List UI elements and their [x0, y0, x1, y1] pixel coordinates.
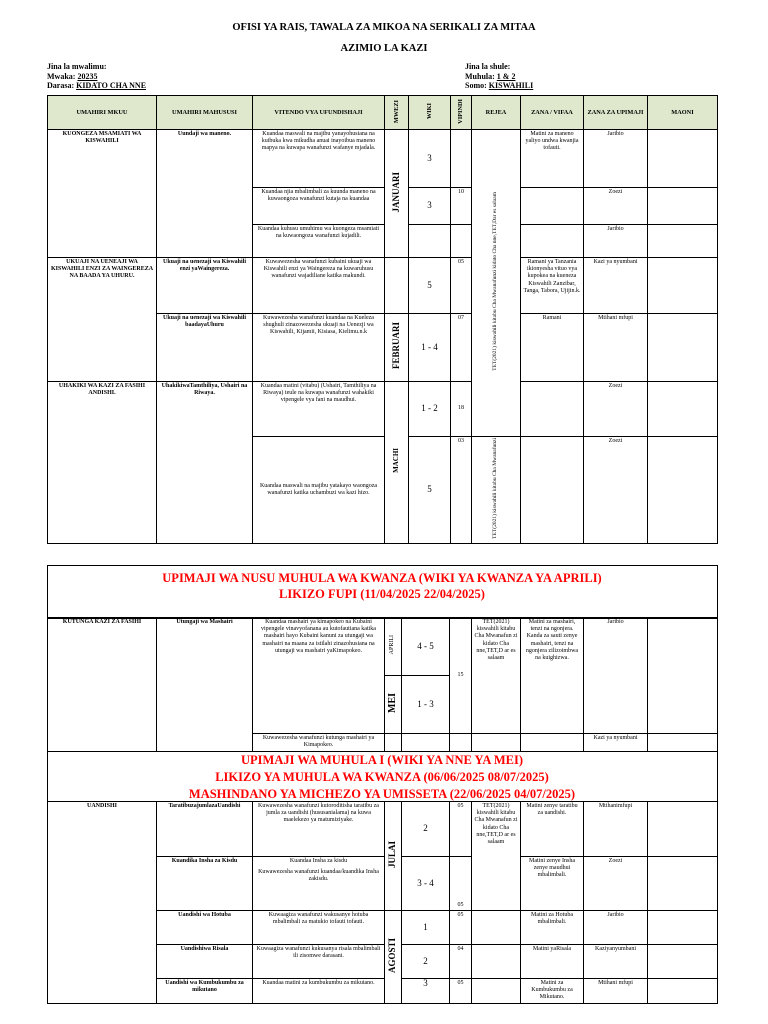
zana-cell [521, 188, 584, 225]
upimaji-cell: Kazi ya nyumbani [584, 258, 648, 314]
umahiri-mahususi-cell: TaratibuzajumlazaUandishi [157, 802, 253, 857]
school-meta [465, 62, 533, 91]
week-cell: 1 - 2 [409, 382, 451, 437]
periods-cell: 05 [450, 802, 472, 857]
week-cell: 5 [409, 437, 451, 544]
umahiri-mkuu-cell: UANDISHI [48, 802, 157, 1004]
class-label: Darasa: [47, 81, 75, 90]
zana-cell [521, 437, 584, 544]
umahiri-mahususi-cell: Ukuaji na uenezaji wa Kiswahili baadayaUhuru [157, 314, 253, 382]
vitendo-line: Kuwawezesha wanafunzi kuandaa/kuandika Insha zakisdu. [258, 869, 379, 883]
month-cell [385, 734, 402, 752]
scheme-table-part1 [47, 95, 718, 544]
vitendo-cell: Kuwawezesha wanafunzi kubaini ukuaji wa Kiswahili enzi ya Waingereza na kuwaruhusu wanafunzi wajadiliane katika makundi. [253, 258, 385, 314]
rejea-cell [472, 945, 521, 979]
maoni-cell [648, 802, 718, 857]
upimaji-cell: Jaribio [584, 618, 648, 734]
col-header: UMAHIRI MKUU [48, 96, 157, 130]
periods-cell: 07 [451, 314, 472, 382]
col-header: MWEZI [385, 96, 409, 130]
subject-label: Somo: [465, 81, 487, 90]
vitendo-cell: Kuandaa matini za kumbukumbu za mikutano. [253, 979, 385, 1004]
week-cell: 4 - 5 [402, 618, 450, 676]
periods-cell: 05 [450, 979, 472, 1004]
umahiri-mahususi-cell: Utungaji wa Mashairi [157, 618, 253, 752]
periods-cell: 03 [451, 437, 472, 544]
maoni-cell [648, 258, 718, 314]
week-cell [409, 225, 451, 258]
umahiri-mkuu-cell: UKUAJI NA UENEAJI WA KISWAHILI ENZI ZA WAINGEREZA NA BAADA YA UHURU. [48, 258, 157, 382]
umahiri-mahususi-cell: Uandishiwa Risala [157, 945, 253, 979]
upimaji-cell: Mtihanimfupi [584, 802, 648, 857]
week-cell: 5 [409, 258, 451, 314]
vitendo-cell: Kuandaa maswali na majibu yanayohusiana na kuibuka kwa mikudha anuai inayoibua maneno mapya na kuwapa wanafunzi wafanye mjadala. [253, 130, 385, 188]
table-row [48, 382, 718, 437]
periods-cell: 05 [450, 911, 472, 945]
periods-cell: 10 [451, 188, 472, 225]
vitendo-cell: Kuandaa njia mbalimbali za kuunda maneno na kuwaongoza wanafunzi kutaja na kuandaa [253, 188, 385, 225]
vitendo-cell: Kuandaa kuhusu umuhimu wa kuongeza msamiati na kuwaongoza wanafunzi kujadili. [253, 225, 385, 258]
year-value: 20235 [77, 71, 98, 81]
rejea-cell [472, 979, 521, 1004]
col-header: ZANA ZA UPIMAJI [584, 96, 648, 130]
upimaji-cell: Zoezi [584, 857, 648, 911]
week-cell: 1 [402, 911, 450, 945]
week-cell: 3 - 4 [402, 857, 450, 911]
midterm-banner-line2: LIKIZO FUPI (11/04/2025 22/04/2025) [279, 587, 485, 601]
rejea-cell [472, 911, 521, 945]
vitendo-line: Kuandaa Insha za kisdu [289, 858, 348, 864]
umahiri-mahususi-cell: Uundaji wa maneno. [157, 130, 253, 258]
header-row [48, 96, 718, 130]
periods-cell [451, 225, 472, 258]
class-value: KIDATO CHA NNE [76, 81, 147, 90]
maoni-cell [648, 130, 718, 188]
scheme-table-part3 [47, 801, 718, 1004]
periods-cell [451, 130, 472, 188]
maoni-cell [648, 911, 718, 945]
maoni-cell [648, 225, 718, 258]
col-header: WIKI [409, 96, 451, 130]
maoni-cell [648, 857, 718, 911]
week-cell: 1 - 4 [409, 314, 451, 382]
umahiri-mahususi-cell: Uandishi wa Kumbukumbu za mikutano [157, 979, 253, 1004]
col-header: UMAHIRI MAHUSUSI [157, 96, 253, 130]
vitendo-cell [253, 857, 385, 911]
umahiri-mahususi-cell: Uandishi wa Hotuba [157, 911, 253, 945]
zana-cell [521, 382, 584, 437]
col-header: ZANA / VIFAA [521, 96, 584, 130]
upimaji-cell: Mtihani mfupi [584, 314, 648, 382]
subject-value: KISWAHILI [488, 81, 534, 90]
vitendo-cell: Kuwawezesha wanafunzi kutunga mashairi ya Kimapokeo. [253, 734, 385, 752]
col-header: MAONI [648, 96, 718, 130]
teacher-name-label: Jina la mwalimu: [47, 62, 107, 71]
vitendo-cell: Kuandaa maswali na majibu yatakayo waongoza wanafunzi katika uchambuzi wa kazi hizo. [253, 437, 385, 544]
upimaji-cell: Kaziyanyumbani [584, 945, 648, 979]
rejea-cell: TET(2021) kiswahili kitabu Cha Mwanafun zi kidato Cha nne,TET,D ar es salaam [472, 802, 521, 911]
maoni-cell [648, 437, 718, 544]
umahiri-mahususi-cell: Ukuaji na uenezaji wa Kiswahili enzi yaWaingereza. [157, 258, 253, 314]
umahiri-mkuu-cell: UHAKIKI WA KAZI ZA FASIHI ANDISHI. [48, 382, 157, 544]
vitendo-cell: Kuwaagiza wanafunzi wakusanye hotuba mbalimbali za matukio tofauti tofauti. [253, 911, 385, 945]
term-banner-line3: MASHINDANO YA MICHEZO YA UMISSETA (22/06/2025 04/07/2025) [188, 787, 576, 801]
zana-cell: Matini zenye taratibu za uandishi. [521, 802, 584, 857]
umahiri-mkuu-cell: KUONGEZA MSAMIATI WA KISWAHILI [48, 130, 157, 258]
week-cell: 3 [409, 130, 451, 188]
term-banner-line2: LIKIZO YA MUHULA WA KWANZA (06/06/2025 08/07/2025) [215, 770, 549, 784]
term-value: 1 & 2 [496, 71, 516, 81]
upimaji-cell: Jaribio [584, 225, 648, 258]
vitendo-cell: Kuandaa mashairi ya kimapokeo na Kubaini vipengele vinavyofanana au kutofautiana katika mashairi hayo Kubaini kanuni za utungaji wa mashairi na maana za istilahi zinazohusiana na utungaji wa mashairi yaKimapokeo. [253, 618, 385, 734]
col-header: VITENDO VYA UFUNDISHAJI [253, 96, 385, 130]
maoni-cell [648, 188, 718, 225]
teacher-meta [47, 62, 146, 91]
month-cell: MEI [385, 676, 402, 734]
midterm-banner-line1: UPIMAJI WA NUSU MUHULA WA KWANZA (WIKI YA KWANZA YA APRILI) [162, 571, 602, 585]
maoni-cell [648, 945, 718, 979]
umahiri-mahususi-cell: Kuandika Insha za Kisdu [157, 857, 253, 911]
col-header: VIPINDI [451, 96, 472, 130]
week-cell: 3 [402, 979, 450, 1004]
zana-cell [521, 734, 584, 752]
zana-cell: Ramani ya Tanzania ikionyesha vituo vya kupokea na kueneza Kiswahili Zanzibar, Tanga, Tabora, Ujijin.k. [521, 258, 584, 314]
week-cell: 2 [402, 802, 450, 857]
maoni-cell [648, 979, 718, 1004]
periods-cell: 04 [450, 945, 472, 979]
upimaji-cell: Kazi ya nyumbani [584, 734, 648, 752]
zana-cell: Matini za Hotuba mbalimbali. [521, 911, 584, 945]
zana-cell: Matini zenye Insha zenye maudhui mbalimbali. [521, 857, 584, 911]
periods-cell: 05 [451, 258, 472, 314]
table-row [48, 258, 718, 314]
zana-cell: Matini yaRisala [521, 945, 584, 979]
month-cell: MACHI [385, 382, 409, 544]
year-label: Mwaka: [47, 71, 76, 81]
office-title: OFISI YA RAIS, TAWALA ZA MIKOA NA SERIKALI ZA MITAA [232, 22, 536, 33]
upimaji-cell: Jaribio [584, 911, 648, 945]
upimaji-cell: Zoezi [584, 382, 648, 437]
rejea-cell: TET(2021) kiswahili kitabu Cha Mwanafun zi kidato Cha nne,TET,D ar es salaam [472, 618, 521, 734]
table-row [48, 802, 718, 857]
term-label: Muhula: [465, 71, 495, 81]
vitendo-cell: Kuandaa matini (vitabu) (Ushairi, Tamthiliya na Riwaya) teule na kuwapa wanafunzi wahakiki vipengele vya fani na maudhui. [253, 382, 385, 437]
document-title: AZIMIO LA KAZI [340, 43, 428, 54]
zana-cell: Matini za maneno yaliyo undwa kwanjia tofauti. [521, 130, 584, 188]
table-row [48, 618, 718, 676]
col-header: REJEA [472, 96, 521, 130]
week-cell [402, 734, 450, 752]
periods-cell: 05 [450, 857, 472, 911]
month-cell: JULAI [385, 802, 402, 911]
vitendo-cell: Kuwawezesha wanafunzi kuandaa na Kueleza shughuli zinazowezesha ukuaji na Uenezji wa Kiswahili, Kijamii, Kisiasa, Kielimu.n.k [253, 314, 385, 382]
zana-cell [521, 225, 584, 258]
vitendo-cell: Kuwaagiza wanafunzi kukusanya risala mbalimbali ili zisomwe darasani. [253, 945, 385, 979]
periods-cell: 15 [450, 618, 472, 734]
term-banner-line1: UPIMAJI WA MUHULA I (WIKI YA NNE YA MEI) [241, 753, 523, 767]
rejea-cell [472, 734, 521, 752]
maoni-cell [648, 314, 718, 382]
maoni-cell [648, 382, 718, 437]
upimaji-cell: Zoezi [584, 188, 648, 225]
periods-cell: 18 [451, 382, 472, 437]
umahiri-mkuu-cell: KUTUNGA KAZI ZA FASIHI [48, 618, 157, 752]
school-name-label: Jina la shule: [465, 62, 511, 71]
upimaji-cell: Mtihani mfupi [584, 979, 648, 1004]
umahiri-mahususi-cell: UhakikiwaTamthiliya, Ushairi na Riwaya. [157, 382, 253, 544]
periods-cell [450, 734, 472, 752]
zana-cell: Matini za Kumbukumbu za Mikutano. [521, 979, 584, 1004]
month-cell [385, 258, 409, 314]
week-cell: 2 [402, 945, 450, 979]
rejea-cell: TET(2021) kiswahili kitabu Cha Mwanafunzi kidato Cha nne,TET,Dar es salaam [472, 130, 521, 437]
zana-cell: Matini za mashairi, tenzi na ngonjera. Kanda za sauti zenye mashairi, tenzi na ngonjera zilizoimbwa na kuighizwa. [521, 618, 584, 734]
vitendo-cell: Kuwawezesha wanafunzi kutoroditisha taratibu za jumla za uandishi (hususanialama) na kuwa maelekezo ya matumiziyake. [253, 802, 385, 857]
month-cell: FEBRUARI [385, 314, 409, 382]
zana-cell: Ramani [521, 314, 584, 382]
table-row [48, 130, 718, 188]
month-cell: APRILI [385, 618, 402, 676]
rejea-cell: TET(2021) kiswahili kitabu Cha Mwanafunzi [472, 437, 521, 544]
scheme-table-part2 [47, 617, 718, 752]
month-cell: AGOSTI [385, 911, 402, 1004]
upimaji-cell: Jaribio [584, 130, 648, 188]
week-cell: 3 [409, 188, 451, 225]
upimaji-cell: Zoezi [584, 437, 648, 544]
maoni-cell [648, 734, 718, 752]
maoni-cell [648, 618, 718, 734]
month-cell: JANUARI [385, 130, 409, 258]
week-cell: 1 - 3 [402, 676, 450, 734]
